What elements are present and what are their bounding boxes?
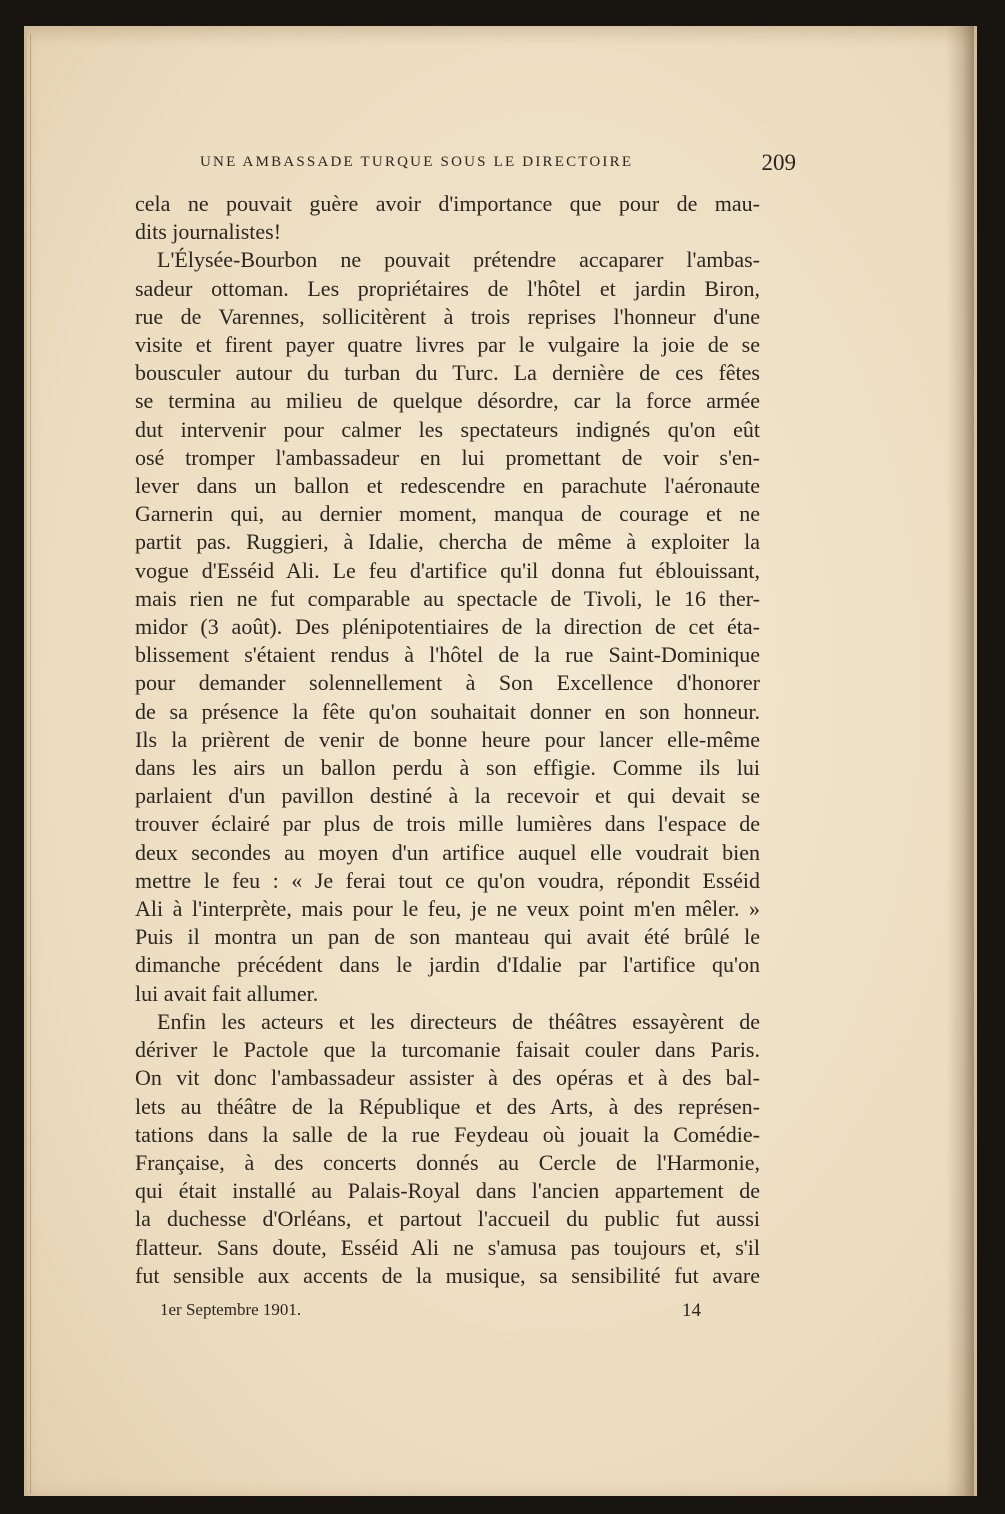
text-line: cela ne pouvait guère avoir d'importance que pour de mau-: [135, 191, 760, 216]
text-line: visite et firent payer quatre livres par le vulgaire la joie de se: [135, 332, 760, 358]
text-line: midor (3 août). Des plénipotentiaires de la direction de cet éta-: [135, 614, 760, 640]
text-line: partit pas. Ruggieri, à Idalie, chercha de même à exploiter la: [135, 529, 760, 555]
text-line: qui était installé au Palais-Royal dans l'ancien appartement de: [135, 1178, 760, 1204]
text-line: dimanche précédent dans le jardin d'Idalie par l'artifice qu'on: [135, 952, 760, 978]
text-line: Ali à l'interprète, mais pour le feu, je ne veux point m'en mêler. »: [135, 896, 760, 922]
text-line: mettre le feu : « Je ferai tout ce qu'on voudra, répondit Esséid: [135, 867, 760, 893]
text-line: parlaient d'un pavillon destiné à la recevoir et qui devait se: [135, 783, 760, 809]
text-line: lets au théâtre de la République et des Arts, à des représen-: [135, 1093, 760, 1119]
text-line: la duchesse d'Orléans, et partout l'accueil du public fut aussi: [135, 1206, 760, 1232]
text-line: bousculer autour du turban du Turc. La dernière de ces fêtes: [135, 360, 760, 386]
text-line: rue de Varennes, sollicitèrent à trois reprises l'honneur d'une: [135, 303, 760, 329]
text-line: Française, à des concerts donnés au Cercle de l'Harmonie,: [135, 1149, 760, 1175]
text-line: On vit donc l'ambassadeur assister à des opéras et à des bal-: [135, 1065, 760, 1091]
body-text: [135, 190, 760, 1290]
running-title: UNE AMBASSADE TURQUE SOUS LE DIRECTOIRE: [200, 154, 634, 170]
text-line: mais rien ne fut comparable au spectacle de Tivoli, le 16 ther-: [135, 585, 760, 611]
text-line: lever dans un ballon et redescendre en parachute l'aéronaute: [135, 473, 760, 499]
text-line: L'Élysée-Bourbon ne pouvait prétendre accaparer l'ambas-: [157, 247, 760, 273]
text-line: dans les airs un ballon perdu à son effigie. Comme ils lui: [135, 755, 760, 781]
footer-date: 1er Septembre 1901.: [160, 1300, 302, 1319]
text-line: fut sensible aux accents de la musique, sa sensibilité fut avare: [135, 1262, 760, 1288]
text-line: pour demander solennellement à Son Excellence d'honorer: [135, 670, 760, 696]
text-line: Enfin les acteurs et les directeurs de théâtres essayèrent de: [157, 1008, 760, 1034]
signature-mark: 14: [682, 1300, 701, 1321]
text-line: lui avait fait allumer.: [135, 980, 319, 1006]
text-line: Puis il montra un pan de son manteau qui avait été brûlé le: [135, 924, 760, 950]
text-line: sadeur ottoman. Les propriétaires de l'hôtel et jardin Biron,: [135, 275, 760, 301]
text-line: tations dans la salle de la rue Feydeau où jouait la Comédie-: [135, 1121, 760, 1147]
text-line: se termina au milieu de quelque désordre, car la force armée: [135, 388, 760, 414]
text-line: dut intervenir pour calmer les spectateurs indignés qu'on eût: [135, 416, 760, 442]
text-line: dits journalistes!: [135, 219, 282, 245]
text-line: vogue d'Esséid Ali. Le feu d'artifice qu'il donna fut éblouissant,: [135, 557, 760, 583]
text-line: blissement s'étaient rendus à l'hôtel de la rue Saint-Dominique: [135, 642, 760, 668]
page-edge-shadow: [946, 26, 974, 1496]
text-line: Ils la prièrent de venir de bonne heure pour lancer elle-même: [135, 726, 760, 752]
text-line: osé tromper l'ambassadeur en lui promettant de voir s'en-: [135, 444, 760, 470]
text-line: Garnerin qui, au dernier moment, manqua de courage et ne: [135, 501, 760, 527]
text-line: de sa présence la fête qu'on souhaitait donner en son honneur.: [135, 698, 760, 724]
text-line: trouver éclairé par plus de trois mille lumières dans l'espace de: [135, 811, 760, 837]
text-line: flatteur. Sans doute, Esséid Ali ne s'amusa pas toujours et, s'il: [135, 1234, 760, 1260]
gutter-line: [30, 34, 31, 1494]
text-line: deux secondes au moyen d'un artifice auquel elle voudrait bien: [135, 839, 760, 865]
running-head: [200, 150, 796, 180]
page-number: 209: [761, 150, 796, 175]
text-line: dériver le Pactole que la turcomanie faisait couler dans Paris.: [135, 1037, 760, 1063]
